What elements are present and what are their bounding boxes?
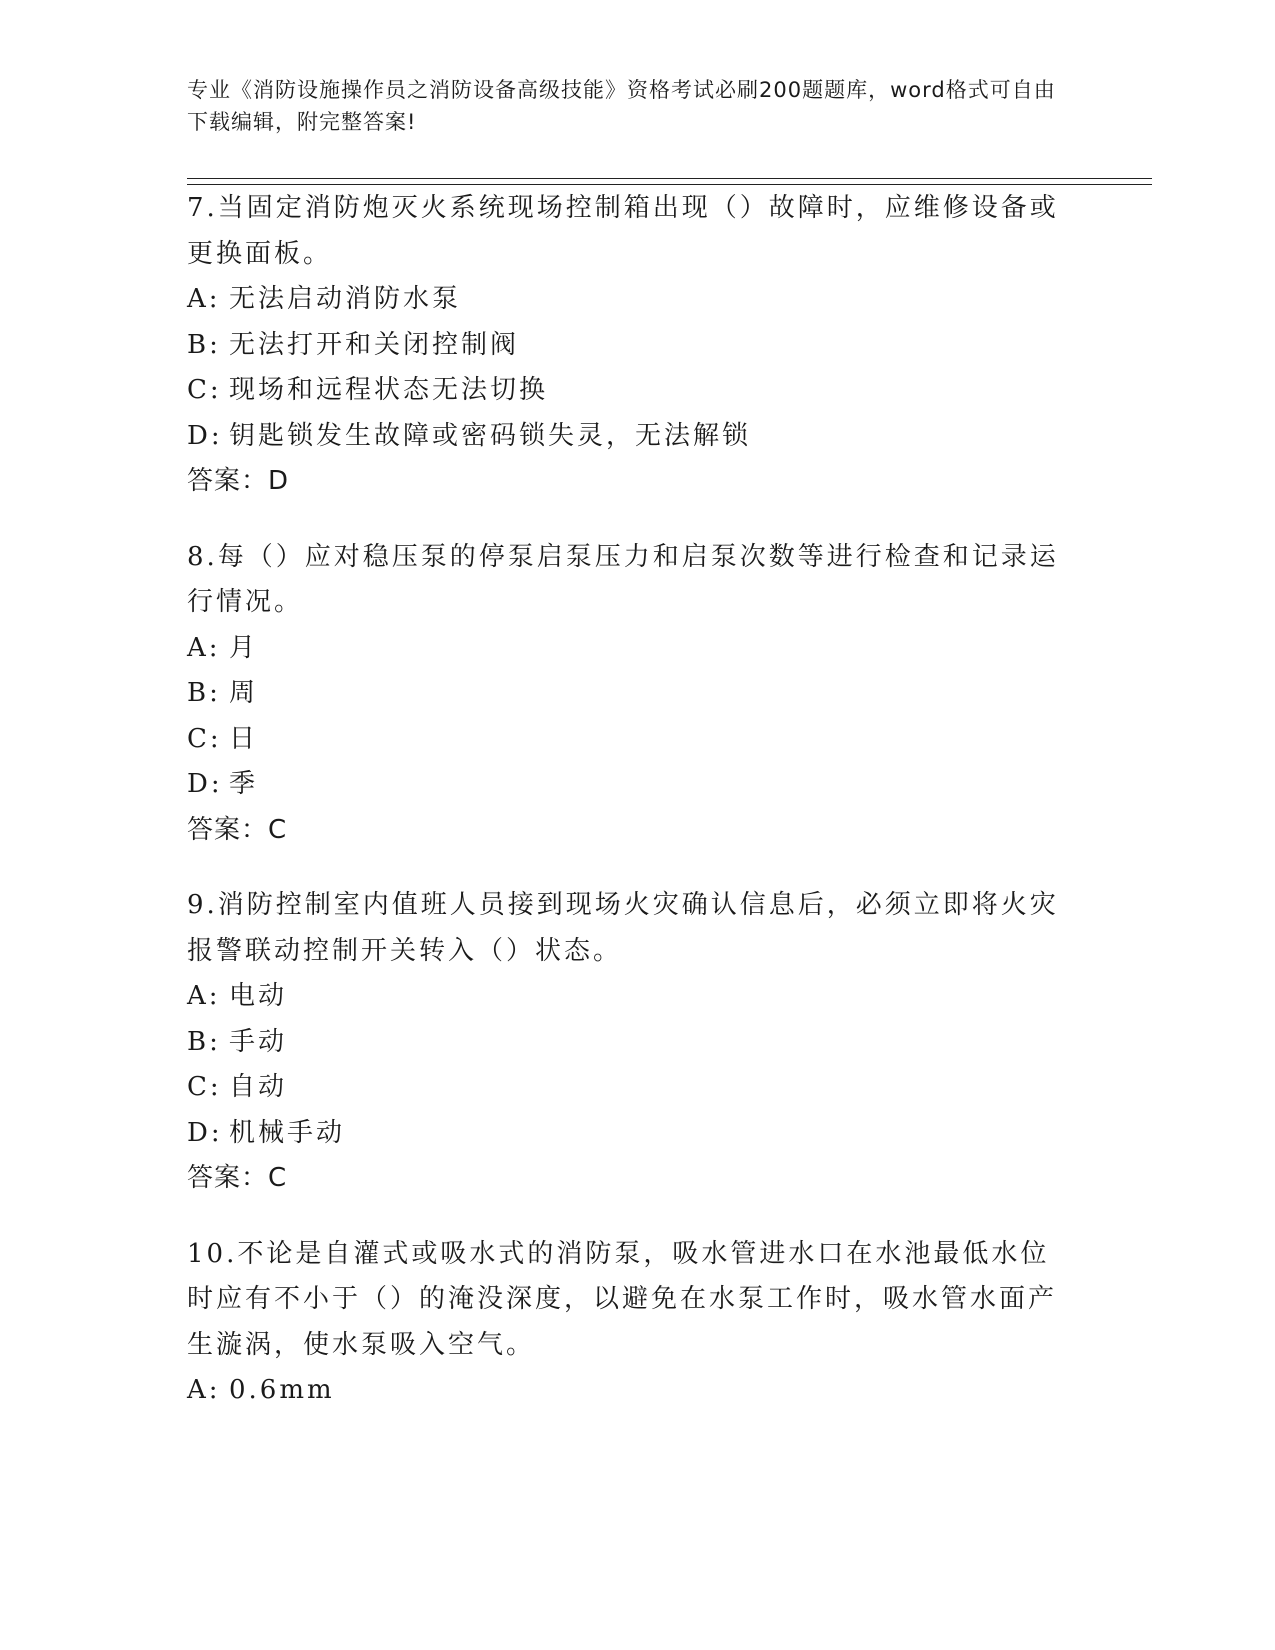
answer-line: 答案：D [187, 466, 290, 496]
option-text: 周 [229, 678, 259, 708]
option-text: 季 [229, 769, 259, 799]
question-9 [187, 883, 1067, 1202]
header-divider-bottom [187, 184, 1152, 185]
question-10 [187, 1232, 1067, 1414]
option-key: B: [187, 678, 221, 708]
option-key: D: [187, 769, 223, 799]
option-c [187, 368, 1067, 414]
option-key: C: [187, 1072, 222, 1102]
option-key: A: [187, 284, 221, 314]
option-text: 电动 [229, 981, 288, 1011]
option-text: 机械手动 [229, 1117, 346, 1148]
question-7 [187, 186, 1067, 505]
answer-line: 答案：C [187, 1163, 288, 1193]
question-stem: 9.消防控制室内值班人员接到现场火灾确认信息后，必须立即将火灾报警联动控制开关转入（）状态。 [187, 890, 1059, 966]
question-8 [187, 535, 1067, 854]
option-a [187, 1368, 1067, 1414]
option-text: 日 [229, 723, 259, 754]
option-text: 现场和远程状态无法切换 [229, 375, 549, 405]
option-c [187, 1065, 1067, 1111]
option-text: 无法启动消防水泵 [229, 284, 462, 314]
question-stem: 7.当固定消防炮灭火系统现场控制箱出现（）故障时，应维修设备或更换面板。 [187, 193, 1059, 269]
option-key: C: [187, 375, 222, 405]
option-key: D: [187, 1117, 223, 1148]
question-stem: 10.不论是自灌式或吸水式的消防泵，吸水管进水口在水池最低水位时应有不小于（）的淹没深度，以避免在水泵工作时，吸水管水面产生漩涡，使水泵吸入空气。 [187, 1238, 1058, 1360]
option-key: B: [187, 329, 221, 360]
option-d [187, 762, 1067, 808]
option-c [187, 717, 1067, 763]
option-a [187, 974, 1067, 1020]
option-key: A: [187, 632, 221, 663]
question-stem: 8.每（）应对稳压泵的停泵启泵压力和启泵次数等进行检查和记录运行情况。 [187, 541, 1059, 617]
option-text: 0.6mm [229, 1375, 335, 1405]
option-text: 手动 [229, 1026, 288, 1057]
option-text: 月 [229, 632, 259, 663]
option-b [187, 323, 1067, 369]
option-key: B: [187, 1026, 221, 1057]
answer-line: 答案：C [187, 814, 288, 845]
option-a [187, 626, 1067, 672]
option-key: A: [187, 1375, 221, 1405]
option-b [187, 1020, 1067, 1066]
option-key: C: [187, 723, 222, 754]
option-key: D: [187, 420, 223, 451]
document-title: 专业《消防设施操作员之消防设备高级技能》资格考试必刷200题题库，word格式可自由下载编辑，附完整答案! [187, 78, 1056, 134]
option-key: A: [187, 981, 221, 1011]
header-divider-top [187, 178, 1152, 179]
option-a [187, 277, 1067, 323]
option-text: 无法打开和关闭控制阀 [229, 329, 520, 360]
document-header [187, 74, 1067, 138]
option-text: 自动 [229, 1072, 288, 1102]
option-text: 钥匙锁发生故障或密码锁失灵，无法解锁 [229, 420, 752, 451]
option-d [187, 1111, 1067, 1157]
option-b [187, 671, 1067, 717]
option-d [187, 414, 1067, 460]
question-list [187, 186, 1067, 1444]
